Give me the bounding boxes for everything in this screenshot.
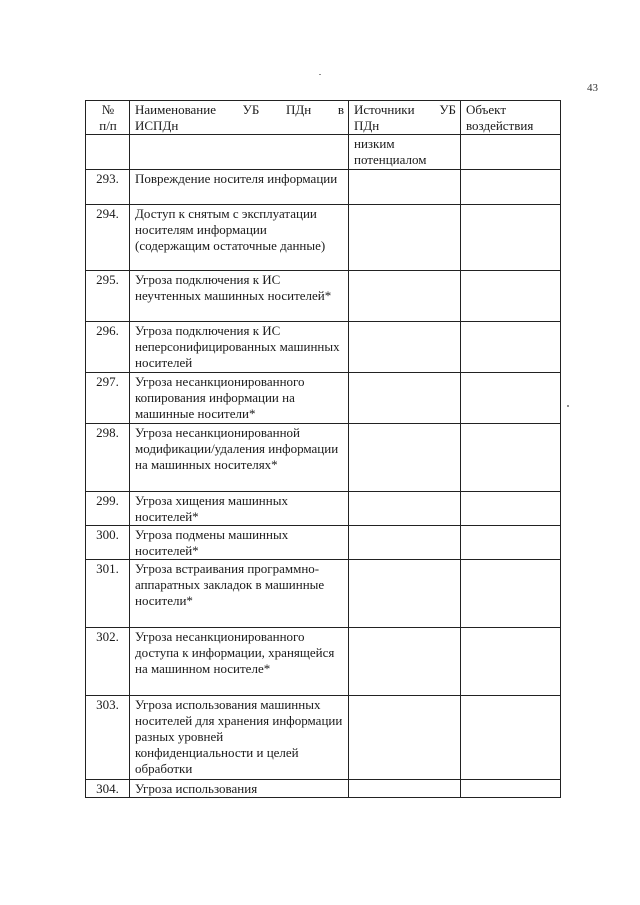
row-object-cell (461, 780, 561, 798)
table-subheader-row (86, 135, 561, 170)
table-row (86, 271, 561, 322)
table-row (86, 560, 561, 628)
header-name-line2: ИСПДн (135, 118, 179, 133)
row-source-cell (349, 424, 461, 492)
row-object-cell (461, 373, 561, 424)
row-name-cell: Угроза несанкционированной модификации/удаления информации на машинных носителях* (130, 424, 349, 492)
row-object-cell (461, 628, 561, 696)
row-name-cell: Угроза несанкционированного копирования информации на машинные носители* (130, 373, 349, 424)
row-source-cell (349, 492, 461, 526)
table-row (86, 696, 561, 780)
table-header-row (86, 101, 561, 135)
row-name-cell: Угроза подмены машинных носителей* (130, 526, 349, 560)
row-num-cell: 293. (86, 170, 130, 205)
row-num-cell: 296. (86, 322, 130, 373)
row-object-cell (461, 424, 561, 492)
row-name-cell: Угроза несанкционированного доступа к информации, хранящейся на машинном носителе* (130, 628, 349, 696)
row-name-cell: Угроза использования машинных носителей для хранения информации разных уровней конфиденциальности и целей обработки (130, 696, 349, 780)
row-num-cell: 294. (86, 205, 130, 271)
header-name-line1: Наименование УБ ПДн в (135, 102, 344, 117)
scan-speck (319, 74, 321, 75)
row-source-cell (349, 560, 461, 628)
header-source-line2: ПДн (354, 118, 380, 133)
page-number: 43 (587, 82, 598, 94)
row-name-cell: Повреждение носителя информации (130, 170, 349, 205)
row-name-cell: Угроза встраивания программно-аппаратных закладок в машинные носители* (130, 560, 349, 628)
row-num-cell: 300. (86, 526, 130, 560)
row-object-cell (461, 205, 561, 271)
header-name-cell (130, 101, 349, 135)
header-source-line1: Источники УБ (354, 102, 456, 117)
table-row (86, 373, 561, 424)
row-object-cell (461, 271, 561, 322)
row-num-cell: 298. (86, 424, 130, 492)
row-source-cell (349, 696, 461, 780)
header-object-line1: Объект (466, 102, 506, 117)
table-row (86, 170, 561, 205)
subheader-object-cell (461, 135, 561, 170)
row-source-cell (349, 373, 461, 424)
subheader-num-cell (86, 135, 130, 170)
row-object-cell (461, 492, 561, 526)
row-name-cell: Угроза подключения к ИС неучтенных машинных носителей* (130, 271, 349, 322)
table-row (86, 205, 561, 271)
header-object-line2: воздействия (466, 118, 534, 133)
row-object-cell (461, 170, 561, 205)
header-num-line1: № (101, 102, 115, 117)
row-num-cell: 303. (86, 696, 130, 780)
row-num-cell: 302. (86, 628, 130, 696)
row-name-cell: Угроза хищения машинных носителей* (130, 492, 349, 526)
row-source-cell (349, 526, 461, 560)
header-num-line2: п/п (99, 118, 117, 133)
row-name-cell: Угроза подключения к ИС неперсонифицированных машинных носителей (130, 322, 349, 373)
row-num-cell: 295. (86, 271, 130, 322)
row-object-cell (461, 322, 561, 373)
row-source-cell (349, 170, 461, 205)
row-num-cell: 299. (86, 492, 130, 526)
header-source-cell (349, 101, 461, 135)
row-num-cell: 297. (86, 373, 130, 424)
row-source-cell (349, 205, 461, 271)
table-row (86, 628, 561, 696)
row-name-cell: Доступ к снятым с эксплуатации носителям информации (содержащим остаточные данные) (130, 205, 349, 271)
row-num-cell: 301. (86, 560, 130, 628)
row-object-cell (461, 526, 561, 560)
table-row (86, 322, 561, 373)
header-num-cell (86, 101, 130, 135)
scan-speck (567, 405, 569, 407)
threats-table-wrapper (85, 100, 561, 798)
table-row (86, 424, 561, 492)
header-object-cell (461, 101, 561, 135)
subheader-source-cell: низким потенциалом (349, 135, 461, 170)
threats-table (85, 100, 561, 798)
row-name-cell: Угроза использования (130, 780, 349, 798)
subheader-name-cell (130, 135, 349, 170)
table-row (86, 492, 561, 526)
row-source-cell (349, 628, 461, 696)
row-source-cell (349, 322, 461, 373)
table-row (86, 526, 561, 560)
row-object-cell (461, 560, 561, 628)
row-source-cell (349, 271, 461, 322)
row-num-cell: 304. (86, 780, 130, 798)
row-source-cell (349, 780, 461, 798)
table-row (86, 780, 561, 798)
row-object-cell (461, 696, 561, 780)
